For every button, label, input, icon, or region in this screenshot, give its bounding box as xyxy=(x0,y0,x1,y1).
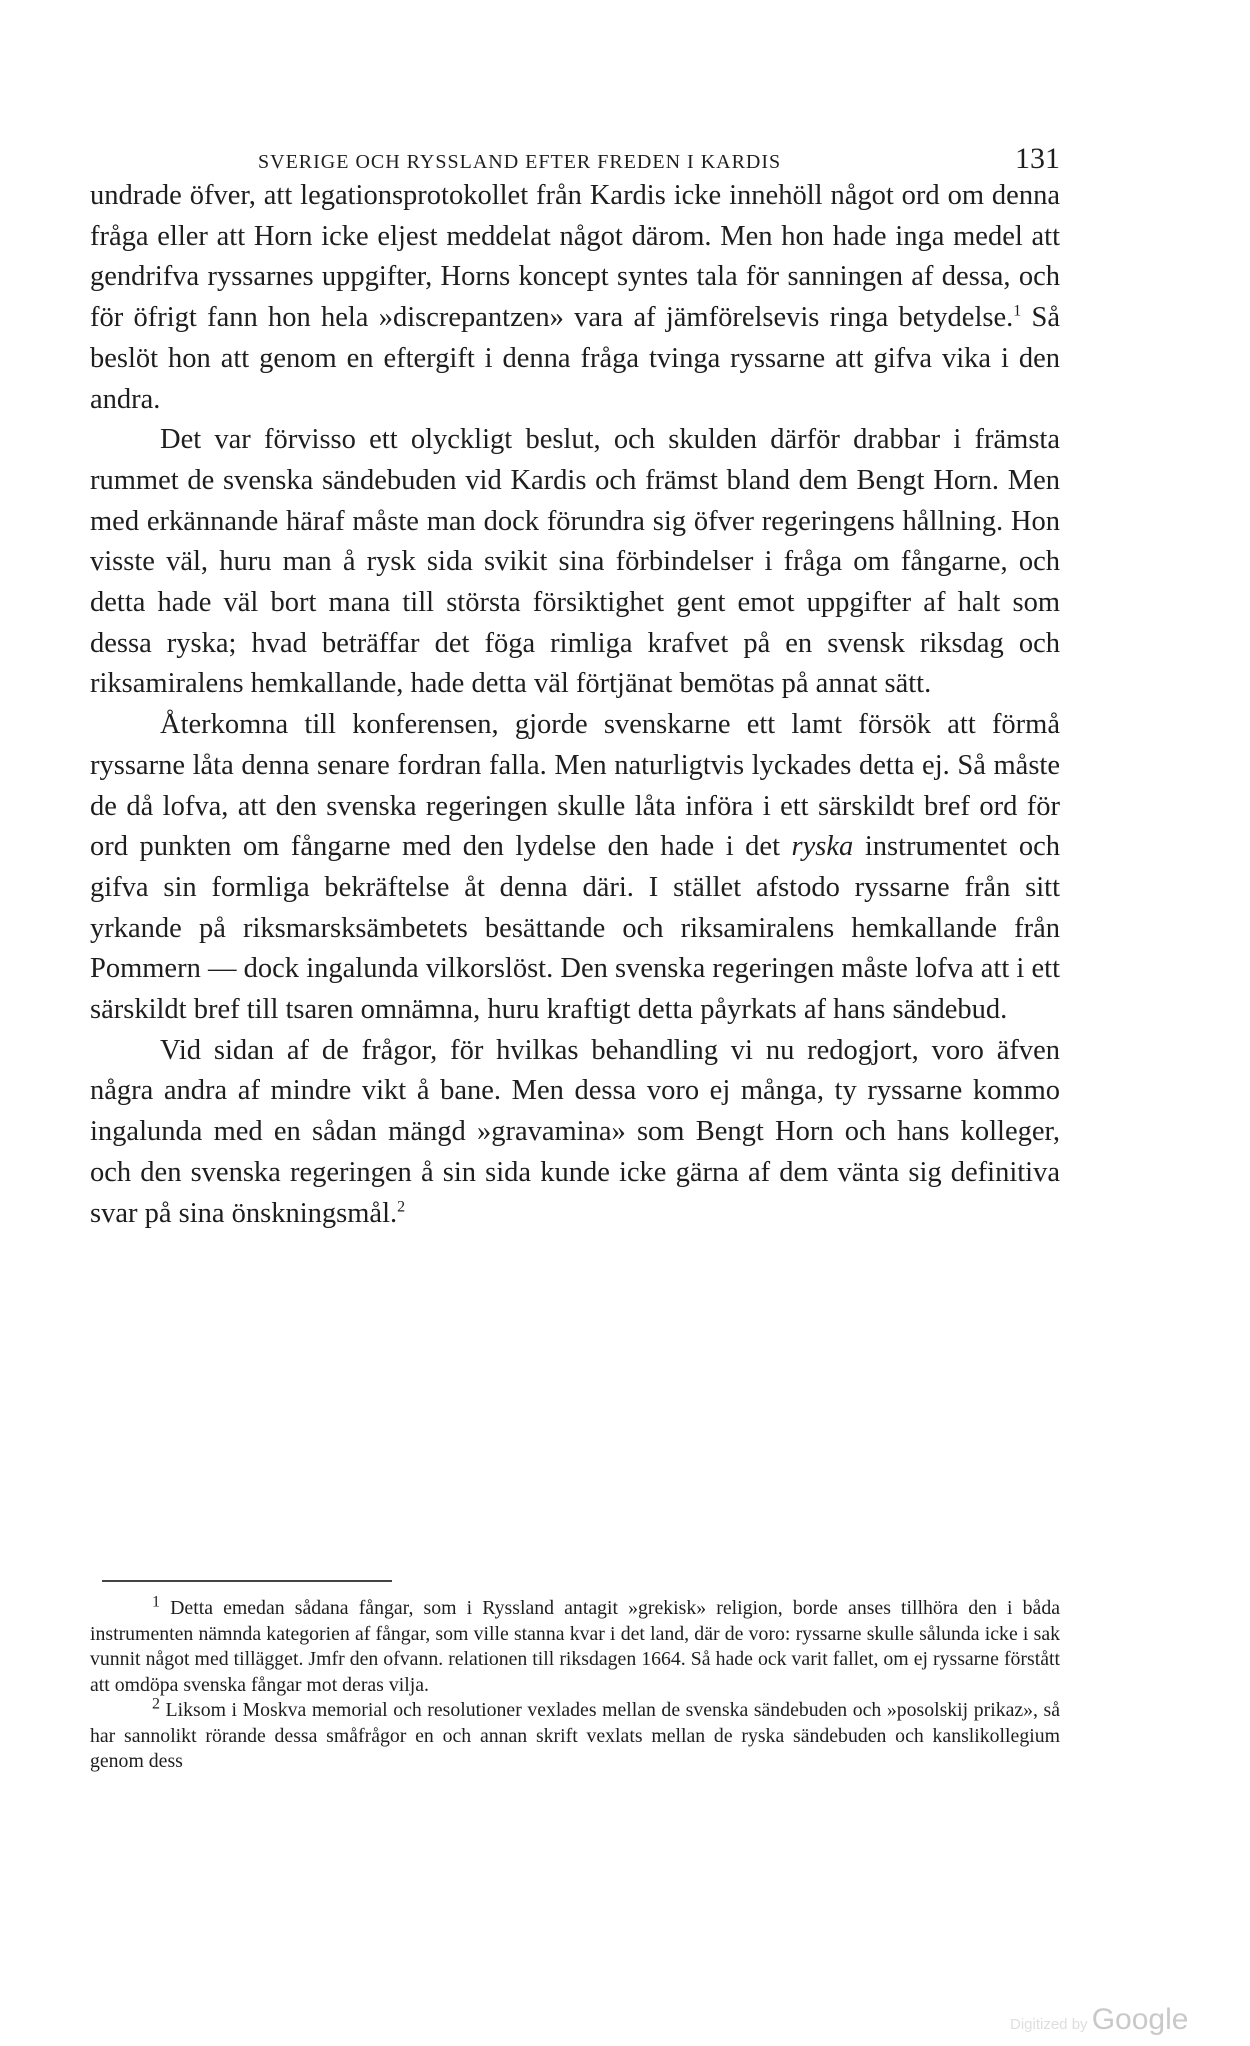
watermark-brand: Google xyxy=(1091,2003,1189,2036)
watermark-prefix: Digitized by xyxy=(1010,2016,1092,2033)
footnote-1-text: Detta emedan sådana fångar, som i Ryssland antagit »grekisk» religion, borde anses tillhöra den i båda instrumenten nämnda kategorien af fångar, som ville stanna kvar i det land, där de voro: ryssarne skulle sålunda icke i sak vunnit något med tillägget. Jmfr den ofvann. relationen till riksdagen 1664. Så hade ock varit fallet, om ej ryssarne förstått att omdöpa svenska fångar mot deras vilja. xyxy=(90,1597,1060,1696)
footnote-2 xyxy=(90,1695,1060,1775)
footnotes xyxy=(90,1593,1060,1775)
footnote-divider xyxy=(102,1580,392,1582)
page-number: 131 xyxy=(1015,142,1060,175)
paragraph-1-text-b: Så beslöt hon att genom en eftergift i denna fråga tvinga ryssarne att gifva vika i den andra. xyxy=(90,302,1060,415)
paragraph-4-text: Vid sidan af de frågor, för hvilkas behandling vi nu redogjort, voro äfven några andra af mindre vikt å bane. Men dessa voro ej många, ty ryssarne kommo ingalunda med en sådan mängd »gravamina» som Bengt Horn och hans kolleger, och den svenska regeringen å sin sida kunde icke gärna af dem vänta sig definitiva svar på sina önskningsmål. xyxy=(90,1034,1060,1229)
paragraph-3-italic: ryska xyxy=(791,831,854,863)
paragraph-3-text-b: instrumentet och gifva sin formliga bekräftelse åt denna däri. I stället afstodo ryssarne från sitt yrkande på riksmarsksämbetets besättande och riksamiralens hemkallande från Pommern — dock ingalunda vilkorslöst. Den svenska regeringen måste lofva att i ett särskildt bref till tsaren omnämna, huru kraftigt detta påyrkats af hans sändebud. xyxy=(90,831,1060,1026)
paragraph-1-text-a: undrade öfver, att legationsprotokollet från Kardis icke innehöll något ord om denna fråga eller att Horn icke eljest meddelat något därom. Men hon hade inga medel att gendrifva ryssarnes uppgifter, Horns koncept syntes tala för sanningen af dessa, och för öfrigt fann hon hela »discrepantzen» vara af jämförelsevis ringa betydelse. xyxy=(90,180,1060,334)
body-text xyxy=(90,176,1060,1234)
paragraph-1 xyxy=(90,176,1060,420)
book-page xyxy=(90,0,1060,2046)
paragraph-2: Det var förvisso ett olyckligt beslut, och skulden därför drabbar i främsta rummet de svenska sändebuden vid Kardis och främst bland dem Bengt Horn. Men med erkännande häraf måste man dock förundra sig öfver regeringens hållning. Hon visste väl, huru man å rysk sida svikit sina förbindelser i fråga om fångarne, och detta hade väl bort mana till största försiktighet gent emot uppgifter af halt som dessa ryska; hvad beträffar det föga rimliga krafvet på en svensk riksdag och riksamiralens hemkallande, hade detta väl förtjänat bemötas på annat sätt. xyxy=(90,424,1060,700)
running-title: SVERIGE OCH RYSSLAND EFTER FREDEN I KARDIS xyxy=(258,151,782,173)
footnote-1-mark: 1 xyxy=(152,1593,160,1611)
paragraph-4 xyxy=(90,1031,1060,1235)
footnote-ref-2: 2 xyxy=(397,1198,406,1216)
paragraph-3 xyxy=(90,705,1060,1031)
footnote-2-mark: 2 xyxy=(152,1695,160,1713)
footnote-ref-1: 1 xyxy=(1013,302,1022,320)
footnote-2-text: Liksom i Moskva memorial och resolutioner vexlades mellan de svenska sändebuden och »posolskij prikaz», så har sannolikt rörande dessa småfrågor en och annan skrift vexlats mellan de ryska sändebuden och kanslikollegium genom dess xyxy=(90,1699,1060,1772)
page-header xyxy=(258,142,1060,178)
footnote-1 xyxy=(90,1593,1060,1698)
digitized-watermark xyxy=(1010,2003,1188,2037)
paragraph-3-text-a: Återkomna till konferensen, gjorde svenskarne ett lamt försök att förmå ryssarne låta denna senare fordran falla. Men naturligtvis lyckades detta ej. Så måste de då lofva, att den svenska regeringen skulle låta införa i ett särskildt bref ord för ord punkten om fångarne med den lydelse den hade i det xyxy=(90,709,1060,863)
